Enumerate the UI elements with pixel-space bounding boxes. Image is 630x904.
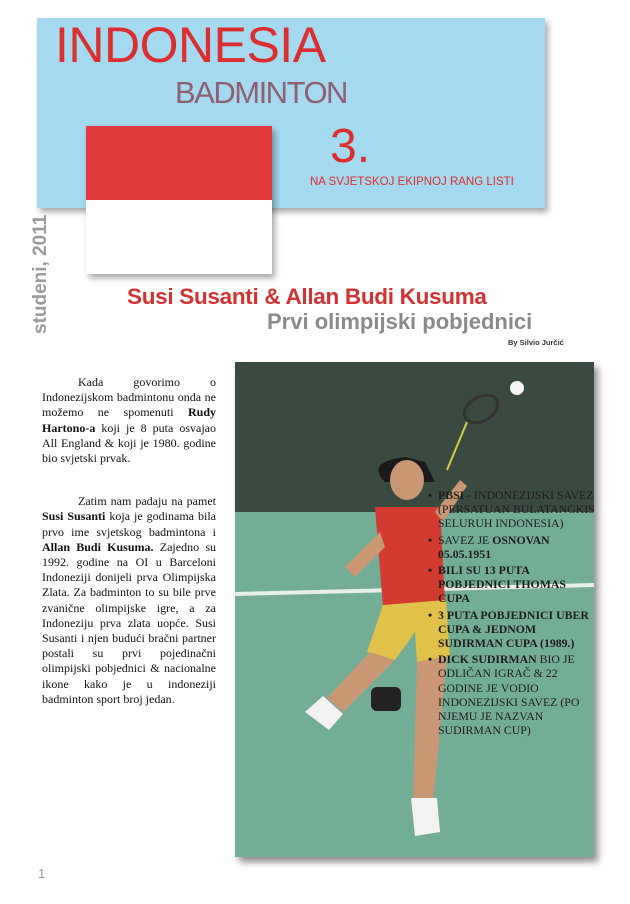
issue-date: studeni, 2011 bbox=[30, 214, 51, 334]
article-headline: Susi Susanti & Allan Budi Kusuma bbox=[127, 284, 487, 309]
rank-caption: NA SVJETSKOJ EKIPNOJ RANG LISTI bbox=[310, 176, 514, 188]
page-number: 1 bbox=[38, 866, 46, 881]
indonesia-flag bbox=[86, 126, 272, 274]
fact-item: • DICK SUDIRMAN BIO JE ODLIČAN IGRAČ & 22 GODINE JE VODIO INDONEZIJSKI SAVEZ (PO NJEMU JE NAZVAN SUDIRMAN CUP) bbox=[428, 652, 598, 737]
knee-brace bbox=[371, 687, 401, 711]
player-head bbox=[390, 460, 424, 500]
article-body bbox=[42, 375, 216, 735]
magazine-title: INDONESIA bbox=[55, 17, 326, 73]
facts-list bbox=[428, 488, 598, 739]
fact-item: • BILI SU 13 PUTA POBJEDNICI THOMAS CUPA bbox=[428, 563, 598, 606]
article-byline: By Silvio Jurčić bbox=[508, 338, 564, 347]
flag-white-band bbox=[86, 200, 272, 274]
fact-item: • 3 PUTA POBJEDNICI UBER CUPA & JEDNOM SUDIRMAN CUPA (1989.) bbox=[428, 608, 598, 651]
right-shoe bbox=[411, 798, 440, 836]
shuttlecock-icon bbox=[510, 381, 524, 395]
fact-item: • PBSI - INDONEZIJSKI SAVEZ (PERSATUAN BULATANGKIS SELURUH INDONESIA) bbox=[428, 488, 598, 531]
fact-item: • SAVEZ JE OSNOVAN 05.05.1951 bbox=[428, 533, 598, 561]
article-subheadline: Prvi olimpijski pobjednici bbox=[267, 309, 533, 334]
rank-number: 3. bbox=[330, 120, 371, 173]
paragraph-2: Zatim nam padaju na pamet Susi Susanti koja je godinama bila prvo ime svjetskog badmintona i Allan Budi Kusuma. Zajedno su 1992. godine na OI u Barceloni Indoneziji donijeli prva Olimpijska Zlata. Za badminton to su bile prve zvanične olimpijske igre, a za Indoneziju prva zlata uopće. Susi Susanti i njen budući bračni partner postali su prvi pojedinačni olimpijski pobjednici & nacionalne ikone kako je u indoneziji badminton sport broj jedan. bbox=[42, 494, 216, 706]
flag-red-band bbox=[86, 126, 272, 200]
paragraph-1: Kada govorimo o Indonezijskom badmintonu onda ne možemo ne spomenuti Rudy Hartono-a koji je 8 puta osvajao All England & koji je 1980. godine bio svjetski prvak. bbox=[42, 375, 216, 466]
magazine-subtitle: BADMINTON bbox=[175, 75, 347, 110]
